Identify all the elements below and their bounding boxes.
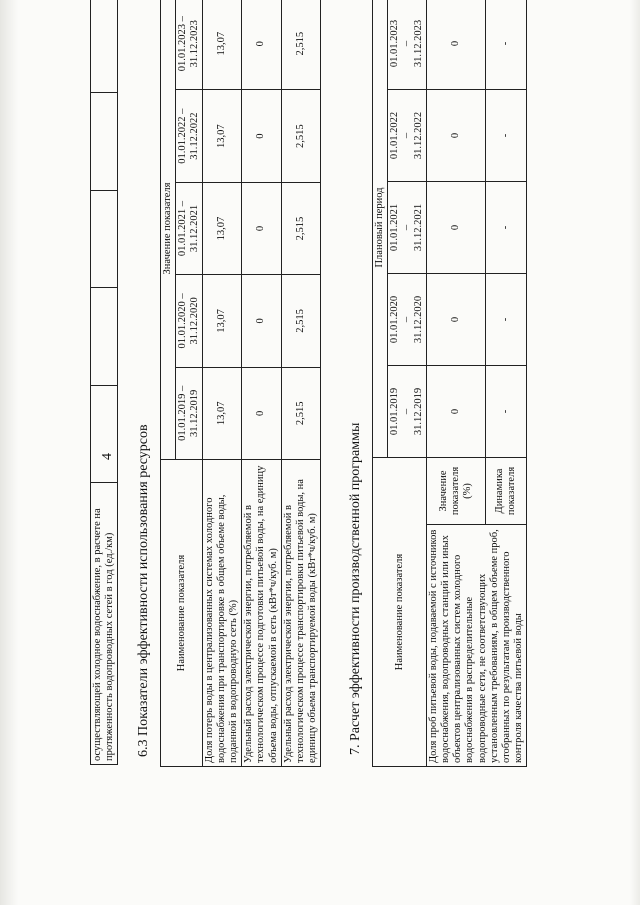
value-cell: 13,07 <box>203 90 242 182</box>
period-header: 01.01.2019 – 31.12.2019 <box>388 366 427 458</box>
value-cell: 2,515 <box>281 90 320 182</box>
value-cell: - <box>486 274 527 366</box>
table-header-row <box>373 0 388 767</box>
value-cell: 0 <box>427 0 486 90</box>
value-cell: 2,515 <box>281 182 320 274</box>
header-cell: Наименование показателя <box>161 460 203 767</box>
header-cell: Плановый период <box>373 0 388 458</box>
period-header: 01.01.2020 – 31.12.2020 <box>388 274 427 366</box>
continuation-table <box>90 0 118 765</box>
period-header: 01.01.2022 – 31.12.2022 <box>388 90 427 182</box>
table-row <box>203 0 242 767</box>
value-cell: 0 <box>427 90 486 182</box>
value-cell: 0 <box>242 0 281 90</box>
period-header: 01.01.2021 – 31.12.2021 <box>176 182 203 274</box>
table-row <box>281 0 320 767</box>
table-row <box>242 0 281 767</box>
value-cell: 2,515 <box>281 367 320 459</box>
table-header-row <box>161 0 176 767</box>
header-cell: Наименование показателя <box>373 458 427 767</box>
value-cell: 0 <box>242 367 281 459</box>
section-heading: 7. Расчет эффективности производственной программы <box>348 422 363 755</box>
value-cell: 0 <box>427 366 486 458</box>
value-cell: 2,515 <box>281 0 320 90</box>
sub-row-label: Динамика показателя <box>486 458 527 525</box>
value-cell: 0 <box>242 182 281 274</box>
value-cell: 2,515 <box>281 275 320 367</box>
value-cell: 13,07 <box>203 367 242 459</box>
period-header: 01.01.2023 – 31.12.2023 <box>388 0 427 90</box>
value-cell: 13,07 <box>203 275 242 367</box>
program-efficiency-table <box>372 0 527 767</box>
page-number: 4 <box>100 453 115 460</box>
row-name: Доля потерь воды в централизованных системах холодного водоснабжения при транспортировке в общем объеме воды, поданной в водопроводную сеть (%) <box>203 460 242 767</box>
value-cell: 13,07 <box>203 182 242 274</box>
value-cell: - <box>486 366 527 458</box>
period-header: 01.01.2022 – 31.12.2022 <box>176 90 203 182</box>
section-heading: 6.3 Показатели эффективности использования ресурсов <box>136 424 151 757</box>
period-header: 01.01.2020 – 31.12.2020 <box>176 275 203 367</box>
period-header: 01.01.2023 – 31.12.2023 <box>176 0 203 90</box>
row-name: Доля проб питьевой воды, подаваемой с источников водоснабжения, водопроводных станций или иных объектов централизованных систем холодного водоснабжения в распределительные водопроводные сети, не соответствующих установленным требованиям, в общем объеме проб, отобранных по результатам производственного контроля качества питьевой воды <box>427 525 527 767</box>
value-cell: 13,07 <box>203 0 242 90</box>
value-cell: - <box>486 90 527 182</box>
value-cell: - <box>486 182 527 274</box>
sub-row-label: Значение показателя (%) <box>427 458 486 525</box>
period-header: 01.01.2019 – 31.12.2019 <box>176 367 203 459</box>
resource-efficiency-table <box>160 0 321 767</box>
value-cell: 0 <box>427 182 486 274</box>
value-cell: 0 <box>427 274 486 366</box>
table-cell: осуществляющей холодное водоснабжение, в расчете на протяженность водопроводных сетей в год (ед./км) <box>91 483 118 765</box>
value-cell: 0 <box>242 90 281 182</box>
table-row <box>91 0 118 765</box>
table-row <box>427 0 486 767</box>
row-name: Удельный расход электрической энергии, потребляемой в технологическом процессе подготовки питьевой воды, на единицу объема воды, отпускаемой в сеть (кВт*ч/куб. м) <box>242 460 281 767</box>
period-header: 01.01.2021 – 31.12.2021 <box>388 182 427 274</box>
value-cell: - <box>486 0 527 90</box>
row-name: Удельный расход электрической энергии, потребляемой в технологическом процессе транспортировки питьевой воды, на единицу объема транспортируемой воды (кВт*ч/куб. м) <box>281 460 320 767</box>
value-cell: 0 <box>242 275 281 367</box>
header-cell: Значение показателя <box>161 0 176 460</box>
